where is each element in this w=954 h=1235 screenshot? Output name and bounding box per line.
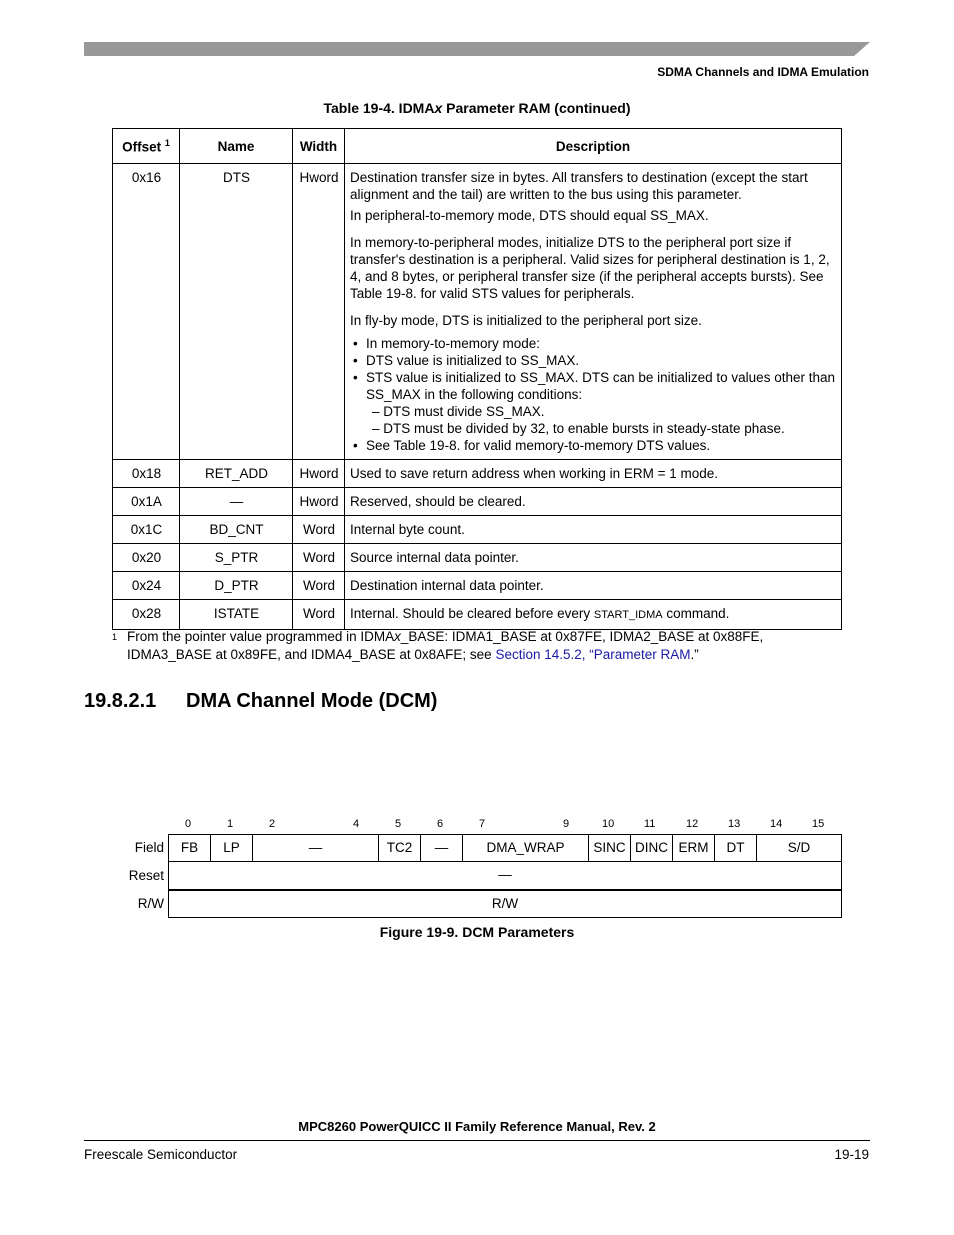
table-row xyxy=(113,164,842,460)
field-reserved: — xyxy=(253,835,379,861)
manual-title: MPC8260 PowerQUICC II Family Reference Manual, Rev. 2 xyxy=(298,1119,656,1134)
bit-number: 7 xyxy=(479,818,486,830)
table-row xyxy=(113,488,842,516)
cell-width: Word xyxy=(293,544,345,572)
section-heading xyxy=(84,690,437,713)
cell-offset: 0x16 xyxy=(113,164,180,460)
running-header: SDMA Channels and IDMA Emulation xyxy=(657,65,869,79)
desc-paragraph: Destination transfer size in bytes. All transfers to destination (except the start alignment and the tail) are written to the bus using this parameter. xyxy=(350,170,808,202)
bit-number: 9 xyxy=(563,818,570,830)
col-header-offset: Offset $^1$ xyxy=(113,129,180,164)
row-label-field: Field xyxy=(134,840,164,855)
field-fb: FB xyxy=(169,835,211,861)
cell-width: Hword xyxy=(293,460,345,488)
cell-width: Word xyxy=(293,516,345,544)
field-dma-wrap: DMA_WRAP xyxy=(463,835,589,861)
table-row xyxy=(113,460,842,488)
cell-width: Word xyxy=(293,600,345,630)
bit-number: 15 xyxy=(812,818,825,830)
field-reserved: — xyxy=(421,835,463,861)
row-label-rw: R/W xyxy=(137,896,164,911)
header-bar xyxy=(84,42,870,56)
bullet-item: • DTS value is initialized to SS_MAX. xyxy=(350,352,837,369)
page-number: 19-19 xyxy=(834,1147,869,1162)
cell-description: Source internal data pointer. xyxy=(345,544,842,572)
cell-name: RET_ADD xyxy=(180,460,293,488)
field-sinc: SINC xyxy=(589,835,631,861)
table-row xyxy=(113,544,842,572)
cell-name: ISTATE xyxy=(180,600,293,630)
cell-description: Internal byte count. xyxy=(345,516,842,544)
bit-number: 13 xyxy=(728,818,741,830)
bit-number: 11 xyxy=(644,818,656,830)
bit-number: 2 xyxy=(269,818,276,830)
footer-divider xyxy=(84,1140,870,1141)
cell-offset: 0x1C xyxy=(113,516,180,544)
desc-bullet-list xyxy=(350,335,837,454)
register-field-row xyxy=(168,834,842,862)
parameter-ram-table xyxy=(112,128,842,630)
col-header-name: Name xyxy=(180,129,293,164)
bullet-item: • STS value is initialized to SS_MAX. DTS can be initialized to values other than SS_MAX in the following conditions: xyxy=(350,369,837,403)
command-name: START_IDMA xyxy=(593,609,663,621)
figure-caption: Figure 19-9. DCM Parameters xyxy=(379,924,575,940)
cell-offset: 0x20 xyxy=(113,544,180,572)
cell-name: DTS xyxy=(180,164,293,460)
footnote-mark: 1 xyxy=(112,632,118,642)
bit-number: 1 xyxy=(227,818,234,830)
desc-paragraph: In peripheral-to-memory mode, DTS should equal SS_MAX. xyxy=(350,208,709,223)
field-erm: ERM xyxy=(673,835,715,861)
col-header-width: Width xyxy=(293,129,345,164)
sub-item: – DTS must divide SS_MAX. xyxy=(372,404,545,419)
reset-value: — xyxy=(498,867,512,882)
cell-description xyxy=(345,164,842,460)
section-title: DMA Channel Mode (DCM) xyxy=(186,690,438,712)
bit-number: 5 xyxy=(395,818,402,830)
table-row xyxy=(113,516,842,544)
cell-description: Used to save return address when working in ERM = 1 mode. xyxy=(345,460,842,488)
cell-offset: 0x24 xyxy=(113,572,180,600)
desc-paragraph: In memory-to-peripheral modes, initialize DTS to the peripheral port size if transfer's destination is a peripheral. Valid sizes for peripheral destination is 1, 2, 4, and 8 bytes, or peripheral transfer size (if the peripheral accepts bursts). See Table 19-8. for valid STS values for peripherals. xyxy=(350,235,830,301)
cell-name: D_PTR xyxy=(180,572,293,600)
bit-number: 10 xyxy=(602,818,615,830)
register-reset-row xyxy=(168,862,842,890)
cell-width: Hword xyxy=(293,488,345,516)
table-footnote: 1 From the pointer value programmed in IDMAx_BASE: IDMA1_BASE at 0x87FE, IDMA2_BASE at 0x88FE, IDMA3_BASE at 0x89FE, and IDMA4_BASE at 0x8AFE; see Section 14.5.2, “Parameter RAM.” xyxy=(112,629,764,662)
bit-number: 4 xyxy=(353,818,360,830)
cell-width: Hword xyxy=(293,164,345,460)
bit-number: 6 xyxy=(437,818,444,830)
bit-number: 12 xyxy=(686,818,699,830)
field-dinc: DINC xyxy=(631,835,673,861)
table-row xyxy=(113,572,842,600)
cell-name: — xyxy=(180,488,293,516)
sub-item: – DTS must be divided by 32, to enable bursts in steady-state phase. xyxy=(372,421,785,436)
col-header-description: Description xyxy=(345,129,842,164)
field-dt: DT xyxy=(715,835,757,861)
field-sd: S/D xyxy=(787,840,811,855)
table-row xyxy=(113,600,842,630)
cell-name: S_PTR xyxy=(180,544,293,572)
table-header-row xyxy=(113,129,842,164)
field-lp: LP xyxy=(211,835,253,861)
register-rw-row xyxy=(168,890,842,918)
company-name: Freescale Semiconductor xyxy=(84,1147,238,1162)
cell-name: BD_CNT xyxy=(180,516,293,544)
row-label-reset: Reset xyxy=(128,868,164,883)
cell-offset: 0x1A xyxy=(113,488,180,516)
cell-description: Reserved, should be cleared. xyxy=(345,488,842,516)
cell-width: Word xyxy=(293,572,345,600)
cell-offset: 0x28 xyxy=(113,600,180,630)
cell-description: Internal. Should be cleared before every START_IDMA command. xyxy=(345,600,842,630)
section-link[interactable]: Section 14.5.2, “Parameter RAM xyxy=(495,647,691,662)
section-number: 19.8.2.1 xyxy=(84,690,157,712)
cell-description: Destination internal data pointer. xyxy=(345,572,842,600)
bullet-item: • See Table 19-8. for valid memory-to-memory DTS values. xyxy=(350,437,837,454)
bit-number: 0 xyxy=(185,818,192,830)
field-tc2: TC2 xyxy=(379,835,421,861)
bit-number: 14 xyxy=(770,818,783,830)
table-title: Table 19-4. IDMAx Parameter RAM (continued) xyxy=(323,100,631,116)
cell-offset: 0x18 xyxy=(113,460,180,488)
bullet-item: • In memory-to-memory mode: xyxy=(350,335,837,352)
desc-paragraph: In fly-by mode, DTS is initialized to the peripheral port size. xyxy=(350,313,702,328)
rw-value: R/W xyxy=(491,896,519,911)
